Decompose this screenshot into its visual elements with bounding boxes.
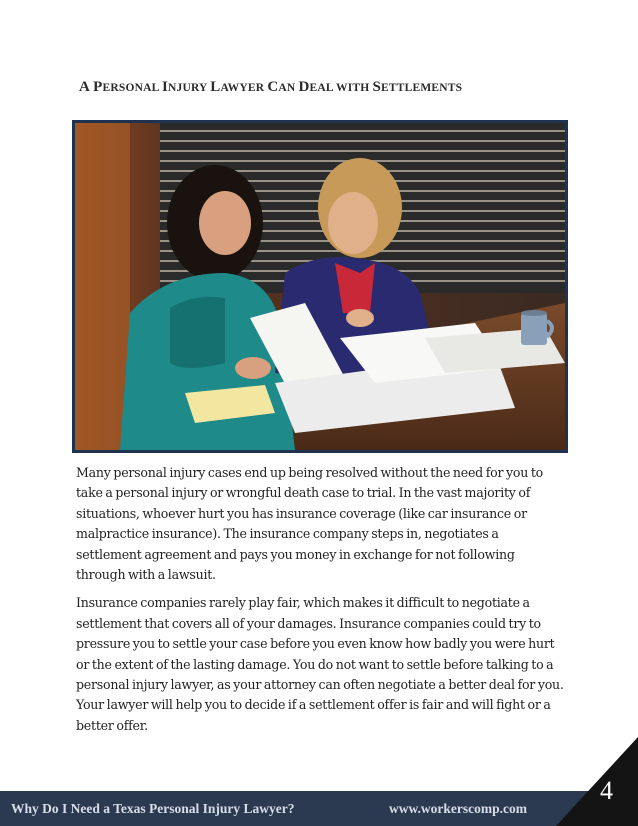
page-corner-triangle bbox=[556, 737, 638, 826]
paragraph-1: Many personal injury cases end up being resolved without the need for you to take a personal injury or wrongful death case to trial. In the vast majority of situations, whoever hurt you has insurance coverage (like car insurance or malpractice insurance). The insurance company steps in, negotiates a settlement agreement and pays you money in exchange for not following through with a lawsuit. bbox=[76, 465, 543, 583]
photo-illustration bbox=[75, 123, 565, 450]
page-number: 4 bbox=[600, 776, 613, 805]
footer-title: Why Do I Need a Texas Personal Injury Lawyer? bbox=[11, 801, 295, 816]
body-text bbox=[76, 463, 566, 744]
document-photo bbox=[72, 120, 568, 453]
footer-website: www.workerscomp.com bbox=[389, 801, 527, 816]
page-footer bbox=[0, 791, 638, 826]
paragraph-2: Insurance companies rarely play fair, which makes it difficult to negotiate a settlement that covers all of your damages. Insurance companies could try to pressure you to settle your case before you even know how badly you were hurt or the extent of the lasting damage. You do not want to settle before talking to a personal injury lawyer, as your attorney can often negotiate a better deal for you. Your lawyer will help you to decide if a settlement offer is fair and will fight or a better offer. bbox=[76, 595, 564, 733]
page-heading: A PERSONAL INJURY LAWYER CAN DEAL WITH SETTLEMENTS bbox=[79, 79, 463, 95]
